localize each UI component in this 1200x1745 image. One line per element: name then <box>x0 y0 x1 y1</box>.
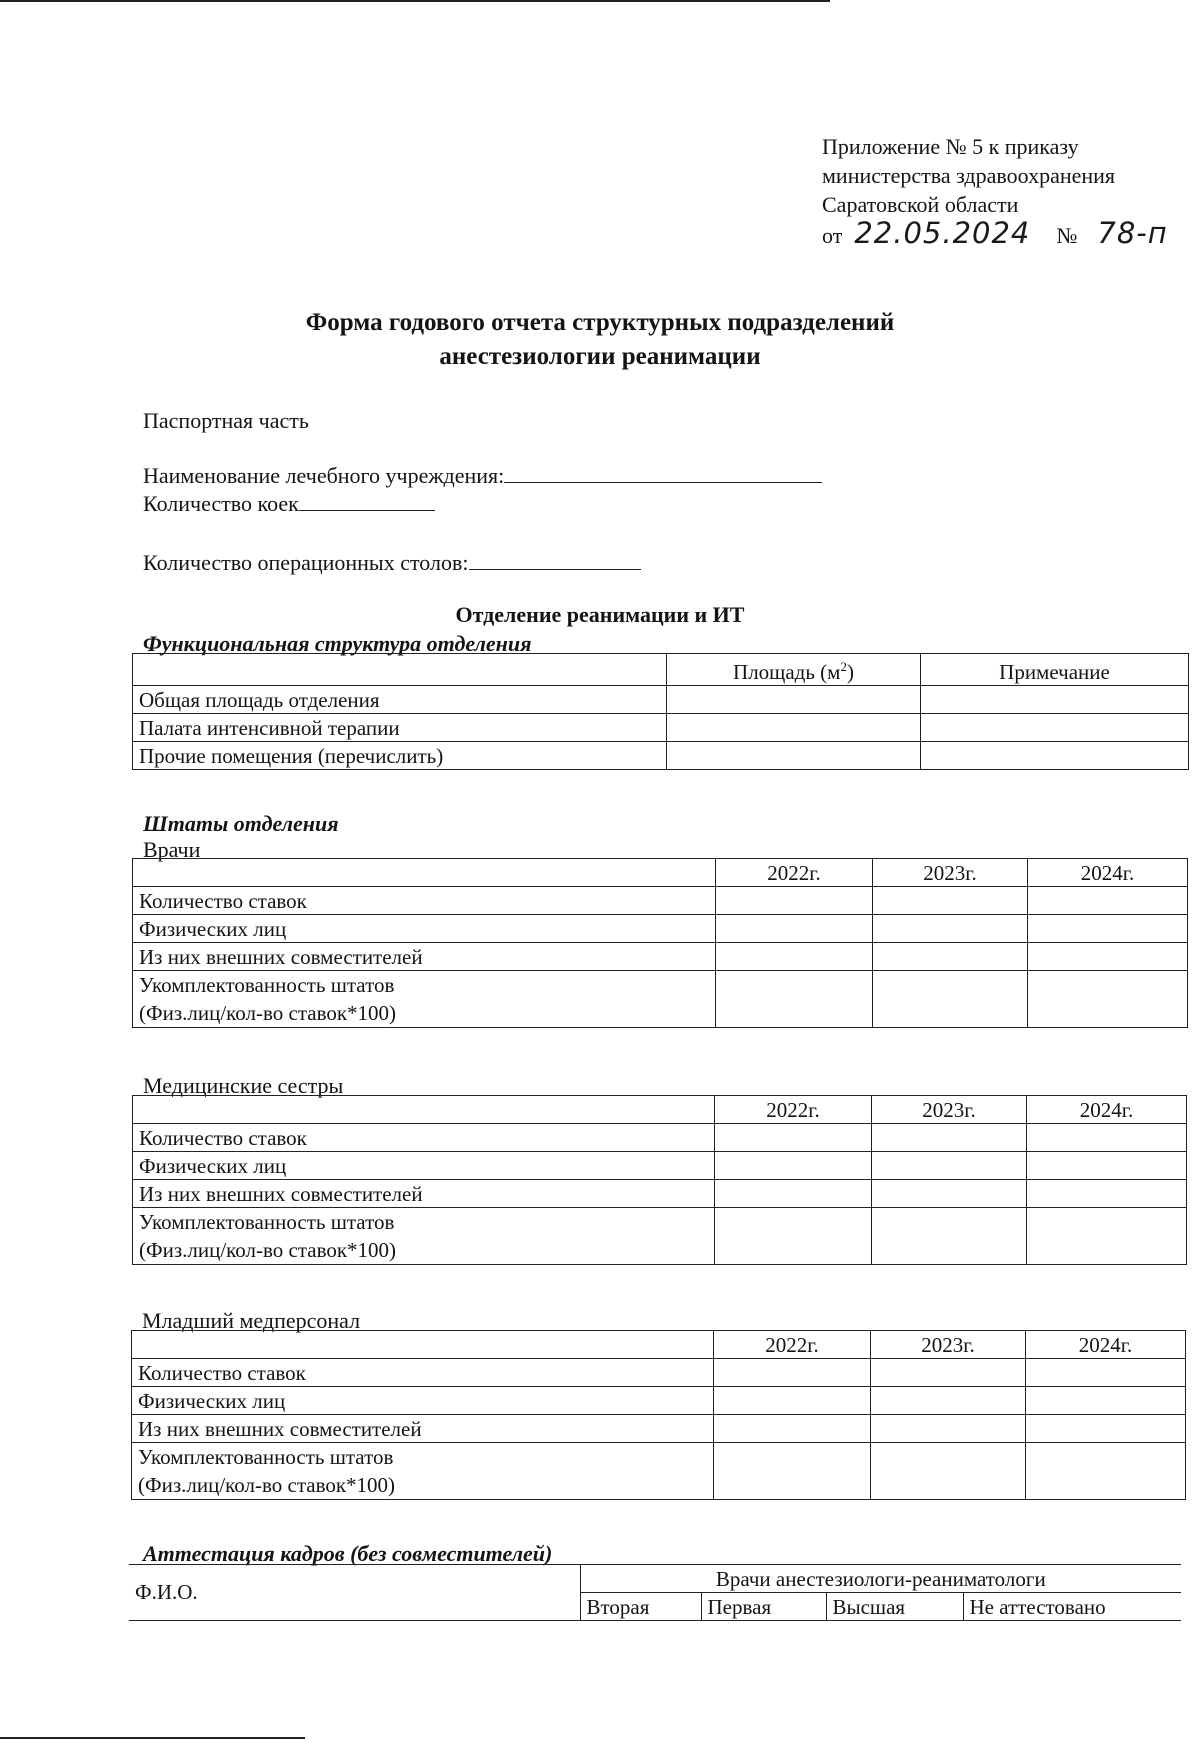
approval-date-row <box>822 216 1168 250</box>
input-cell[interactable] <box>715 1124 872 1152</box>
input-cell[interactable] <box>1027 1152 1187 1180</box>
category-header: Вторая <box>580 1593 701 1621</box>
input-cell[interactable] <box>667 714 921 742</box>
staffing-line-2: (Физ.лиц/кол-во ставок*100) <box>138 1473 396 1497</box>
page-title <box>0 306 1200 374</box>
group-nurses-label: Медицинские сестры <box>143 1073 344 1098</box>
table-row <box>133 971 1188 1028</box>
tables-row <box>143 549 641 576</box>
tables-label: Количество операционных столов: <box>143 550 469 575</box>
input-cell[interactable] <box>714 1415 871 1443</box>
row-label: Из них внешних совместителей <box>132 1415 714 1443</box>
table-row <box>132 1415 1186 1443</box>
input-cell[interactable] <box>667 686 921 714</box>
header-name: Ф.И.О. <box>129 1565 580 1621</box>
row-label-staffing <box>133 971 716 1028</box>
staffing-line-2: (Физ.лиц/кол-во ставок*100) <box>139 1238 397 1262</box>
input-cell[interactable] <box>871 1443 1026 1500</box>
row-label: Общая площадь отделения <box>133 686 667 714</box>
staffing-line-1: Укомплектованность штатов <box>139 973 395 997</box>
staffing-line-1: Укомплектованность штатов <box>139 1210 395 1234</box>
input-cell[interactable] <box>714 1359 871 1387</box>
year-header: 2024г. <box>1027 1096 1187 1124</box>
table-row <box>133 887 1188 915</box>
header-empty-cell <box>132 1331 714 1359</box>
table-row <box>133 714 1189 742</box>
input-cell[interactable] <box>1026 1415 1186 1443</box>
input-cell[interactable] <box>1028 915 1188 943</box>
table-header-row <box>132 1331 1186 1359</box>
input-cell[interactable] <box>873 887 1028 915</box>
institution-fill-line[interactable] <box>504 462 822 483</box>
header-area-close: ) <box>846 660 854 684</box>
row-label: Прочие помещения (перечислить) <box>133 742 667 770</box>
tables-fill-line[interactable] <box>469 549 641 570</box>
input-cell[interactable] <box>873 971 1028 1028</box>
table-row <box>132 1443 1186 1500</box>
row-label: Палата интенсивной терапии <box>133 714 667 742</box>
header-note: Примечание <box>921 654 1189 686</box>
row-label: Количество ставок <box>133 887 716 915</box>
table-row <box>133 915 1188 943</box>
functional-table <box>132 653 1189 770</box>
approval-from-label: от <box>822 223 843 248</box>
institution-label: Наименование лечебного учреждения: <box>143 463 505 488</box>
input-cell[interactable] <box>1027 1124 1187 1152</box>
row-label: Физических лиц <box>132 1387 714 1415</box>
title-line-1: Форма годового отчета структурных подразделений <box>305 309 895 336</box>
row-label: Количество ставок <box>133 1124 715 1152</box>
approval-number: 78-п <box>1097 216 1168 250</box>
input-cell[interactable] <box>921 686 1189 714</box>
year-header: 2022г. <box>715 1096 872 1124</box>
input-cell[interactable] <box>871 1387 1026 1415</box>
row-label-staffing <box>133 1208 715 1265</box>
year-header: 2022г. <box>714 1331 871 1359</box>
year-header: 2023г. <box>872 1096 1027 1124</box>
category-header: Первая <box>701 1593 826 1621</box>
header-empty-cell <box>133 654 667 686</box>
header-area-sup: 2 <box>840 659 847 674</box>
year-header: 2024г. <box>1026 1331 1186 1359</box>
input-cell[interactable] <box>1028 943 1188 971</box>
beds-label: Количество коек <box>143 491 299 516</box>
input-cell[interactable] <box>873 915 1028 943</box>
input-cell[interactable] <box>871 1415 1026 1443</box>
table-row <box>133 686 1189 714</box>
functional-caption: Функциональная структура отделения <box>143 631 532 656</box>
category-header: Высшая <box>826 1593 963 1621</box>
input-cell[interactable] <box>714 1443 871 1500</box>
input-cell[interactable] <box>1027 1208 1187 1265</box>
input-cell[interactable] <box>716 971 873 1028</box>
table-row <box>132 1359 1186 1387</box>
input-cell[interactable] <box>1028 887 1188 915</box>
row-label: Из них внешних совместителей <box>133 943 716 971</box>
table-row <box>133 943 1188 971</box>
table-header-row <box>133 1096 1187 1124</box>
institution-row <box>143 462 822 489</box>
category-header: Не аттестовано <box>963 1593 1181 1621</box>
approval-line-1: Приложение № 5 к приказу <box>822 134 1079 159</box>
staffing-line-2: (Физ.лиц/кол-во ставок*100) <box>139 1001 397 1025</box>
header-group: Врачи анестезиологи-реаниматологи <box>580 1565 1181 1593</box>
passport-heading: Паспортная часть <box>143 408 309 433</box>
input-cell[interactable] <box>872 1180 1027 1208</box>
input-cell[interactable] <box>716 887 873 915</box>
input-cell[interactable] <box>1026 1387 1186 1415</box>
beds-row <box>143 490 435 517</box>
year-header: 2023г. <box>871 1331 1026 1359</box>
table-header-row <box>129 1565 1181 1593</box>
input-cell[interactable] <box>1026 1359 1186 1387</box>
input-cell[interactable] <box>715 1152 872 1180</box>
approval-number-label: № <box>1056 223 1078 248</box>
row-label-staffing <box>132 1443 714 1500</box>
department-heading: Отделение реанимации и ИТ <box>455 602 745 627</box>
staffing-line-1: Укомплектованность штатов <box>138 1445 394 1469</box>
input-cell[interactable] <box>872 1208 1027 1265</box>
row-label: Физических лиц <box>133 915 716 943</box>
year-header: 2022г. <box>716 859 873 887</box>
junior-staff-table <box>131 1330 1186 1500</box>
attestation-caption: Аттестация кадров (без совместителей) <box>143 1541 553 1566</box>
input-cell[interactable] <box>667 742 921 770</box>
attestation-table <box>129 1564 1181 1621</box>
table-row <box>133 1208 1187 1265</box>
table-row <box>133 1180 1187 1208</box>
input-cell[interactable] <box>921 714 1189 742</box>
approval-line-2: министерства здравоохранения <box>822 163 1116 188</box>
nurses-table <box>132 1095 1187 1265</box>
doctors-table <box>132 858 1188 1028</box>
input-cell[interactable] <box>872 1152 1027 1180</box>
input-cell[interactable] <box>871 1359 1026 1387</box>
header-empty-cell <box>133 1096 715 1124</box>
approval-date: 22.05.2024 <box>854 216 1031 250</box>
row-label: Физических лиц <box>133 1152 715 1180</box>
table-row <box>133 1124 1187 1152</box>
input-cell[interactable] <box>872 1124 1027 1152</box>
group-junior-label: Младший медперсонал <box>142 1308 361 1333</box>
row-label: Из них внешних совместителей <box>133 1180 715 1208</box>
row-label: Количество ставок <box>132 1359 714 1387</box>
input-cell[interactable] <box>1028 971 1188 1028</box>
table-row <box>133 742 1189 770</box>
input-cell[interactable] <box>715 1180 872 1208</box>
input-cell[interactable] <box>716 943 873 971</box>
group-doctors-label: Врачи <box>143 837 201 862</box>
input-cell[interactable] <box>873 943 1028 971</box>
input-cell[interactable] <box>714 1387 871 1415</box>
input-cell[interactable] <box>1027 1180 1187 1208</box>
input-cell[interactable] <box>716 915 873 943</box>
table-header-row <box>133 654 1189 686</box>
year-header: 2023г. <box>873 859 1028 887</box>
input-cell[interactable] <box>1026 1443 1186 1500</box>
header-area <box>667 654 921 686</box>
approval-line-3: Саратовской области <box>822 192 1019 217</box>
scan-bottom-line <box>0 1737 305 1739</box>
scan-top-line <box>0 0 830 2</box>
input-cell[interactable] <box>921 742 1189 770</box>
input-cell[interactable] <box>715 1208 872 1265</box>
header-area-text: Площадь (м <box>733 660 841 684</box>
approval-block <box>822 132 1168 250</box>
table-row <box>132 1387 1186 1415</box>
staff-caption: Штаты отделения <box>143 811 339 836</box>
header-empty-cell <box>133 859 716 887</box>
table-header-row <box>133 859 1188 887</box>
title-line-2: анестезиологии реанимации <box>439 343 761 370</box>
table-row <box>133 1152 1187 1180</box>
year-header: 2024г. <box>1028 859 1188 887</box>
beds-fill-line[interactable] <box>299 490 435 511</box>
